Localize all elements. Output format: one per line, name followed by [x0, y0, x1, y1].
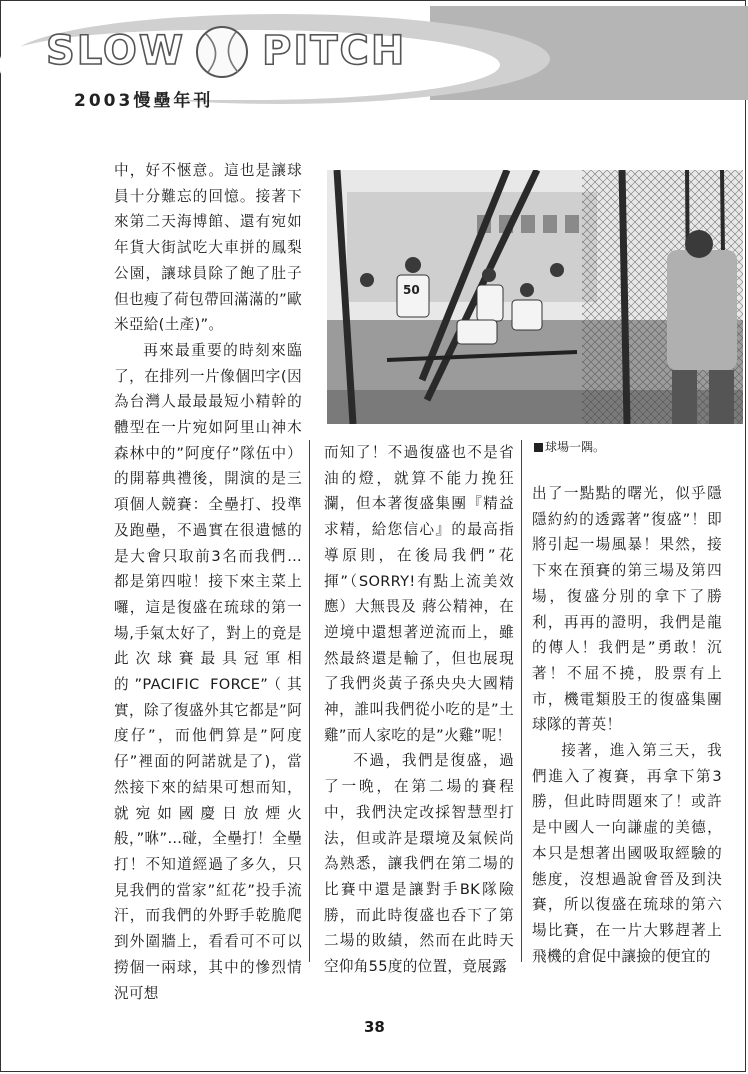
text-column-2 — [324, 440, 514, 980]
paragraph: 不過，我們是復盛，過了一晚，在第二場的賽程中，我們決定改採智慧型打法，但或許是環境及氣候尚為熟悉，讓我們在第二場的比賽中還是讓對手BK隊險勝，而此時復盛也呑下了第二場的敗績，然而在此時天空仰角55度的位置，竟展露 — [324, 752, 514, 976]
ballfield-photo — [327, 170, 743, 424]
paragraph: 接著，進入第三天，我們進入了複賽，再拿下第3勝，但此時問題來了！或許是中國人一向謙虛的美德，本只是想著出國吸取經驗的態度，沒想過說會晉及到決賽，所以復盛在琉球的第六場比賽，在一片大夥趕著上飛機的倉促中讓撿的便宜的 — [532, 742, 722, 965]
softball-icon — [194, 24, 250, 80]
page-number: 38 — [364, 1018, 385, 1036]
text-column-1 — [114, 158, 302, 1006]
text-column-3 — [532, 481, 722, 969]
paragraph: 出了一點點的曙光，似乎隱隱約約的透露著”復盛”！即將引起一場風暴！果然，接下來在預賽的第三場及第四場，復盛分別的拿下了勝利，再再的證明，我們是龍的傳人！我們是”勇敢！沉著！不屈不撓，股票有上市，機電類股王的復盛集團球隊的菁英！ — [532, 485, 722, 734]
publication-title: 2003慢壘年刊 — [74, 91, 214, 110]
page-header — [0, 0, 748, 110]
caption-text: 球場一隅。 — [545, 440, 606, 454]
logo-slow-text: SLOW — [46, 28, 185, 74]
paragraph: 再來最重要的時刻來臨了，在排列一片像個凹字(因為台灣人最最最短小精幹的體型在一片宛如阿里山神木森林中的”阿度仔”隊伍中）的開幕典禮後，開演的是三項個人競賽：全壘打、投準及跑壘，不過實在很遺憾的是大會只取前3名而我們…都是第四啦！接下來主菜上囉，這是復盛在琉球的第一場,手氣太好了，對上的竟是此次球賽最具冠軍相的”PACIFIC FORCE”（其實，除了復盛外其它都是”阿度仔”，而他們算是”阿度仔”裡面的阿諾就是了)，當然接下來的結果可想而知，就宛如國慶日放煙火般，”咻”…碰，全壘打！全壘打！不知道經過了多久，只見我們的當家”紅花”投手流汗，而我們的外野手乾脆爬到外圍牆上，看看可不可以撈個一兩球，其中的慘烈情況可想 — [114, 341, 302, 1002]
column-divider — [521, 440, 522, 962]
caption-marker-icon — [534, 443, 543, 452]
paragraph: 而知了！不過復盛也不是省油的燈，就算不能力挽狂瀾，但本著復盛集團『精益求精，給您信心』的最高指導原則，在後局我們”花揮”（SORRY!有點上流美效應）大無畏及 蔣公精神，在逆境中還想著逆流而上，雖然最終還是輸了，但也展現了我們炎黃子孫央央大國精神，誰叫我們從小吃的是”土雞”而人家吃的是”火雞”呢！ — [324, 444, 514, 744]
photo-illustration — [327, 170, 743, 424]
paragraph: 中，好不愜意。這也是讓球員十分難忘的回憶。接著下來第二天海博館、還有宛如年貨大街試吃大車拼的鳳梨公園，讓球員除了飽了肚子但也瘦了荷包帶回滿滿的”歐米亞給(土產)”。 — [114, 162, 302, 334]
jersey-number: 50 — [403, 283, 420, 297]
photo-caption — [534, 438, 605, 455]
column-divider — [309, 440, 310, 962]
logo-pitch-text: PITCH — [262, 28, 407, 74]
